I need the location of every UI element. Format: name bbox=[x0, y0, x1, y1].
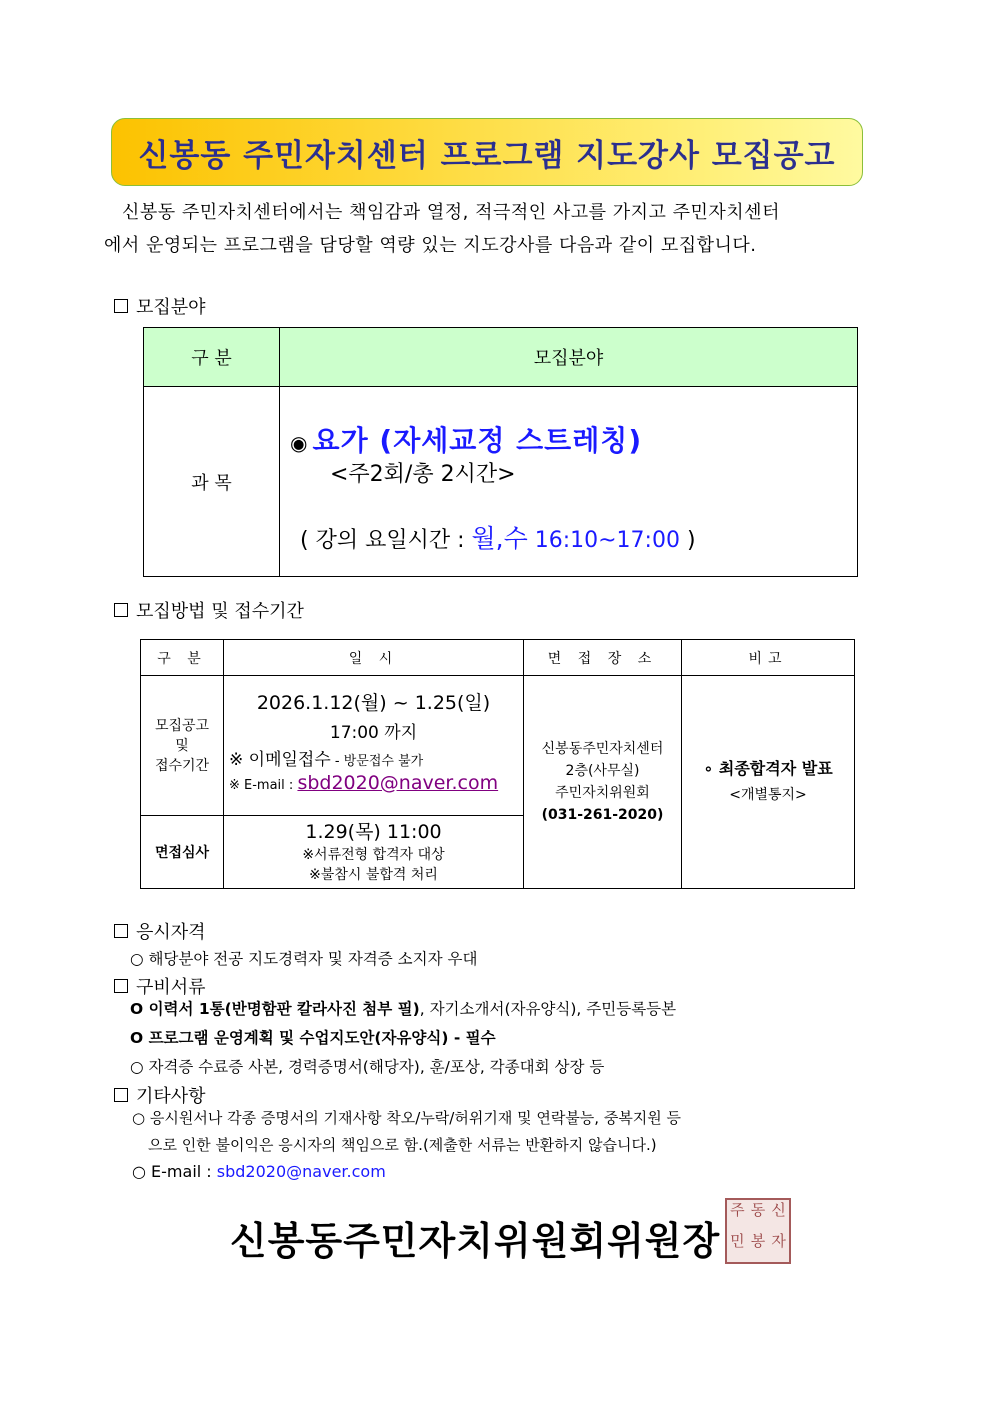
interview-datetime: 1.29(목) 11:00 bbox=[305, 821, 442, 843]
section-heading-field bbox=[114, 293, 206, 319]
section-heading-documents bbox=[114, 973, 206, 999]
email-line: ※ E-mail : sbd2020@naver.com bbox=[229, 772, 499, 794]
section-heading-text: 기타사항 bbox=[136, 1086, 206, 1107]
method-table-header-datetime: 일 시 bbox=[224, 640, 524, 676]
interview-note-2: ※불참시 불합격 처리 bbox=[309, 867, 438, 883]
checkbox-square-icon bbox=[114, 924, 128, 938]
section-heading-etc bbox=[114, 1082, 206, 1108]
document-item-1: O 이력서 1통(반명함판 칼라사진 첨부 필), 자기소개서(자유양식), 주민등록등본 bbox=[130, 1000, 677, 1018]
interview-label: 면접심사 bbox=[141, 816, 224, 889]
email-only-note: ※ 이메일접수 - 방문접수 불가 bbox=[229, 750, 424, 770]
intro-line-2: 에서 운영되는 프로그램을 담당할 역량 있는 지도강사를 다음과 같이 모집합니다. bbox=[104, 235, 757, 256]
field-table bbox=[143, 327, 858, 577]
checkbox-square-icon bbox=[114, 299, 128, 313]
section-heading-method bbox=[114, 597, 304, 623]
interview-note-1: ※서류전형 합격자 대상 bbox=[302, 847, 445, 863]
individual-notice: <개별통지> bbox=[729, 787, 807, 803]
etc-item-line-1: ○ 응시원서나 각종 증명서의 기재사항 착오/누락/허위기재 및 연락불능, 중복지원 등 bbox=[132, 1109, 682, 1127]
radio-bullet-icon: ◉ bbox=[290, 431, 308, 455]
field-table-program-cell bbox=[280, 387, 858, 577]
final-announcement: ∘ 최종합격자 발표 bbox=[703, 759, 833, 778]
recruit-period-cell bbox=[224, 676, 524, 816]
etc-item-line-2: 으로 인한 불이익은 응시자의 책임으로 함.(제출한 서류는 반환하지 않습니다.) bbox=[148, 1136, 657, 1154]
method-table-header-category: 구 분 bbox=[141, 640, 224, 676]
checkbox-square-icon bbox=[114, 603, 128, 617]
checkbox-square-icon bbox=[114, 979, 128, 993]
method-table bbox=[140, 639, 855, 889]
field-table-header-category: 구 분 bbox=[144, 328, 280, 387]
etc-email-link[interactable]: sbd2020@naver.com bbox=[216, 1162, 386, 1181]
section-heading-text: 모집분야 bbox=[136, 297, 206, 318]
document-item-2: O 프로그램 운영계획 및 수업지도안(자유양식) - 필수 bbox=[130, 1029, 496, 1047]
remark-cell bbox=[682, 676, 855, 889]
field-table-header-field: 모집분야 bbox=[280, 328, 858, 387]
recruit-deadline: 17:00 까지 bbox=[329, 723, 418, 743]
intro-line-1: 신봉동 주민자치센터에서는 책임감과 열정, 적극적인 사고를 가지고 주민자치센터 bbox=[122, 202, 780, 223]
official-seal-icon: 주 동 신 민 봉 자 bbox=[725, 1198, 791, 1264]
recruit-period-label: 모집공고 및 접수기간 bbox=[141, 676, 224, 816]
method-table-header-place: 면 접 장 소 bbox=[524, 640, 682, 676]
section-heading-qualification bbox=[114, 918, 206, 944]
section-heading-text: 구비서류 bbox=[136, 977, 206, 998]
title-banner bbox=[111, 118, 863, 186]
program-name: 요가 (자세교정 스트레칭) bbox=[312, 424, 643, 457]
etc-email-line: ○ E-mail : sbd2020@naver.com bbox=[132, 1162, 386, 1181]
page-title: 신봉동 주민자치센터 프로그램 지도강사 모집공고 bbox=[138, 137, 836, 174]
document-item-3: ○ 자격증 수료증 사본, 경력증명서(해당자), 훈/포상, 각종대회 상장 등 bbox=[130, 1058, 605, 1076]
email-link[interactable]: sbd2020@naver.com bbox=[297, 772, 499, 794]
checkbox-square-icon bbox=[114, 1088, 128, 1102]
signature: 신봉동주민자치위원회위원장 bbox=[230, 1219, 721, 1263]
section-heading-text: 응시자격 bbox=[136, 922, 206, 943]
interview-cell bbox=[224, 816, 524, 889]
program-schedule: ( 강의 요일시간 : 월,수 16:10~17:00 ) bbox=[300, 524, 696, 553]
recruit-date-range: 2026.1.12(월) ~ 1.25(일) bbox=[256, 692, 491, 714]
interview-place-cell: 신봉동주민자치센터 2층(사무실) 주민자치위원회 (031-261-2020) bbox=[524, 676, 682, 889]
section-heading-text: 모집방법 및 접수기간 bbox=[136, 601, 304, 622]
intro-paragraph bbox=[104, 196, 868, 262]
qualification-item: ○ 해당분야 전공 지도경력자 및 자격증 소지자 우대 bbox=[130, 950, 478, 968]
method-table-header-remark: 비고 bbox=[682, 640, 855, 676]
schedule-time: 16:10~17:00 bbox=[527, 528, 680, 553]
program-frequency: <주2회/총 2시간> bbox=[330, 462, 516, 487]
schedule-days: 월,수 bbox=[471, 524, 528, 553]
field-table-row-label: 과 목 bbox=[144, 387, 280, 577]
